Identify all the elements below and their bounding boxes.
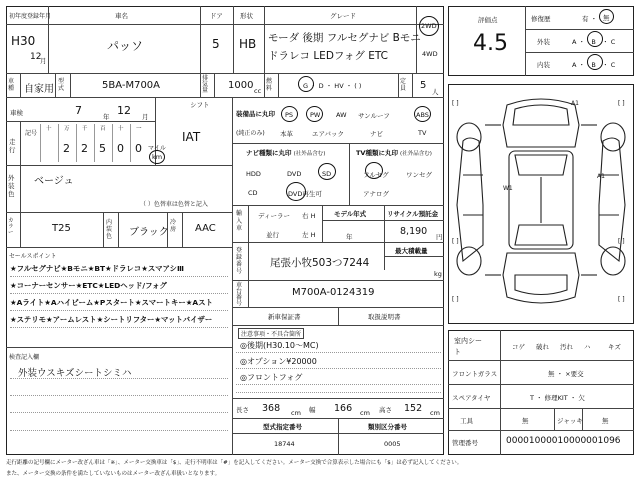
equipment-option: PS <box>285 111 294 119</box>
import-parallel: 並行 <box>266 231 279 239</box>
exterior-note: （ ）色替車は色替と記入 <box>140 201 208 208</box>
grade-label: グレード <box>330 12 356 20</box>
mileage-unit: 万 <box>64 126 70 132</box>
model-year-value: 年 <box>346 233 353 241</box>
height: 152 <box>404 403 423 414</box>
tools-label: 工具 <box>460 417 473 425</box>
mileage-digit: 0 <box>135 142 142 155</box>
mileage-unit: 千 <box>82 126 88 132</box>
recycle-value: 8,190 <box>400 226 428 237</box>
chassis-label: 車台番号 <box>236 282 243 307</box>
bracket-mr: [ ] <box>618 238 625 245</box>
model: 5BA-M700A <box>102 80 161 91</box>
interior-seat-label: 室内シート <box>454 337 482 356</box>
mileage-digit: 0 <box>117 142 124 155</box>
note-line: ◎フロントフォグ <box>240 373 303 382</box>
navi-option: SD <box>322 170 332 178</box>
length: 368 <box>262 403 281 414</box>
mileage-unit: 十 <box>118 126 124 132</box>
exterior-color: ベージュ <box>34 176 74 187</box>
ext-options: A ・ B ・ C <box>572 38 616 46</box>
displacement-label: 排気量 <box>202 75 209 94</box>
category: 自家用 <box>24 84 54 95</box>
equipment-option: PW <box>310 111 321 119</box>
shift: IAT <box>182 130 201 144</box>
repair-opt-yes: 有 ・ <box>582 15 598 23</box>
int-options: A ・ B ・ C <box>572 61 616 69</box>
inspection-year-unit: 年 <box>103 113 110 121</box>
control-value: 00001000010000001096 <box>506 436 621 446</box>
sales-point-line: ★Aライト★Aハイビーム★Pスタート★スマートキー★Aスト <box>10 298 213 307</box>
bracket-br: [ ] <box>618 296 625 303</box>
navi-option: DVD <box>287 170 302 178</box>
int-label: 内装 <box>537 61 550 69</box>
exterior-label: 外装色 <box>8 174 15 198</box>
first-reg-label: 初年度登録年月 <box>9 13 52 20</box>
inspection-month: 12 <box>117 104 131 117</box>
tv-option: ワンセグ <box>406 171 432 179</box>
mileage-note-label: 記号 <box>25 130 38 137</box>
mile-label: マイル <box>148 145 166 152</box>
inspector-label: 検査記入欄 <box>9 354 40 361</box>
capacity-label: 定員 <box>400 78 407 92</box>
drive-2wd: 2WD <box>421 22 437 30</box>
seat-option: ハ <box>584 343 591 351</box>
note-line: ◎後期(H30.10～MC) <box>240 341 319 350</box>
max-load-unit: kg <box>434 270 442 278</box>
model-label: 型式 <box>58 78 65 92</box>
first-reg-month: 12 <box>30 52 42 62</box>
import-right: 右 H <box>302 212 316 220</box>
month-suffix: 月 <box>40 57 47 65</box>
damage-a1-right: A1 <box>597 173 605 180</box>
damage-w1: W1 <box>503 185 513 192</box>
navi-option: HDD <box>246 170 261 178</box>
equipment-option: TV <box>418 129 427 137</box>
shape: HB <box>239 37 257 51</box>
navi-option: CD <box>248 189 258 197</box>
displacement: 1000 <box>228 80 254 91</box>
score: 4.5 <box>473 31 508 56</box>
recycle-unit: 円 <box>436 233 443 241</box>
sales-point-line: ★コーナーセンサー★ETC★LEDヘッド/フォグ <box>10 281 167 290</box>
height-label: 高さ <box>379 406 392 414</box>
inspection-month-unit: 月 <box>142 113 149 121</box>
divider <box>6 73 444 74</box>
notes-title: 注意事項・不具合箇所 <box>238 328 304 339</box>
equipment-subtitle: (純正のみ) <box>236 130 265 137</box>
category-no: 0005 <box>384 440 401 448</box>
car-name: パッソ <box>107 39 144 53</box>
equipment-option: 本革 <box>280 130 293 138</box>
mileage-unit: 十 <box>46 126 52 132</box>
damage-a1-top: A1 <box>571 100 579 107</box>
cc-unit: cc <box>254 87 262 95</box>
mileage-digit: 2 <box>63 142 70 155</box>
mileage-digit: 2 <box>81 142 88 155</box>
ac-label: 冷房 <box>170 219 177 233</box>
doors: 5 <box>212 37 220 51</box>
shape-label: 形状 <box>240 12 253 20</box>
fuel-options: G ・ D ・ HV ・ ( ) <box>303 82 362 90</box>
category-no-label: 類別区分番号 <box>368 423 407 431</box>
persons-unit: 人 <box>432 88 439 96</box>
car-name-label: 車名 <box>115 12 128 20</box>
model-year-label: モデル年式 <box>334 210 367 218</box>
sales-point-line: ★フルセグナビ★Bモニ★BT★ドラレコ★スマアシⅢ <box>10 264 184 273</box>
tv-option: フルセグ <box>363 171 389 179</box>
seat-option: コゲ <box>512 343 525 351</box>
equipment-pw-circle <box>306 106 323 122</box>
spare-tire-value: T ・ 修理KIT ・ 欠 <box>530 394 585 402</box>
grade-line1: モーダ 後期 フルセグナビ Bモニ <box>268 32 421 44</box>
sales-point-line: ★ステリモ★アームレスト★シートリフター★マットバイザー <box>10 315 213 324</box>
mileage-label: 走行 <box>9 138 16 154</box>
plate-value: 尾張小牧503つ7244 <box>270 257 370 269</box>
recycle-label: リサイクル預託金 <box>387 210 439 218</box>
max-load-label: 最大積載量 <box>395 247 428 255</box>
score-label: 評価点 <box>478 16 498 24</box>
width: 166 <box>334 403 353 414</box>
bracket-tl: [ ] <box>452 100 459 107</box>
divider <box>6 24 444 25</box>
bracket-bl: [ ] <box>452 296 459 303</box>
import-label: 輸入車 <box>236 210 243 232</box>
manual-label: 取扱説明書 <box>368 313 401 321</box>
ac: AAC <box>195 223 216 234</box>
repair-opt-no: 無 <box>603 14 610 22</box>
tv-option: アナログ <box>363 190 389 198</box>
jack-value: 無 <box>602 417 609 425</box>
ext-label: 外装 <box>537 38 550 46</box>
color-no: T25 <box>52 223 71 234</box>
height-unit: cm <box>430 409 440 417</box>
chassis-value: M700A-0124319 <box>292 287 375 298</box>
mileage-unit: 一 <box>136 126 142 132</box>
tv-fullseg-circle <box>365 162 383 179</box>
seat-option: キズ <box>608 343 621 351</box>
navi-dvd-circle <box>286 182 306 201</box>
navi-sd-circle <box>318 163 336 180</box>
color-no-label: カラー <box>8 218 14 236</box>
width-unit: cm <box>360 409 370 417</box>
width-label: 幅 <box>309 406 316 414</box>
km-label: km <box>152 153 163 161</box>
equipment-ps-circle <box>281 106 298 122</box>
equipment-abs-circle <box>414 106 431 122</box>
mileage-digit: 5 <box>99 142 106 155</box>
int-b-circle <box>587 54 603 70</box>
bracket-tr: [ ] <box>618 100 625 107</box>
drive-4wd: 4WD <box>422 50 438 58</box>
designation: 18744 <box>274 440 295 448</box>
inspection-label: 車検 <box>10 109 23 117</box>
tv-title: TV種類に丸印 (社外品含む) <box>356 149 432 157</box>
length-label: 長さ <box>236 406 249 414</box>
spare-tire-label: スペアタイヤ <box>452 394 491 402</box>
equipment-option: ナビ <box>370 130 383 138</box>
interior-color: ブラック <box>129 227 169 238</box>
mileage-unit: 百 <box>100 126 106 132</box>
grade-line2: ドラレコ LEDフォグ ETC <box>268 50 388 62</box>
fuel-label: 燃料 <box>266 78 273 92</box>
ext-b-circle <box>587 31 603 47</box>
navi-title: ナビ種類に丸印 (社外品含む) <box>246 149 326 157</box>
car-diagram <box>449 85 633 323</box>
import-dealer: ディーラー <box>258 212 290 220</box>
doors-label: ドア <box>210 12 223 20</box>
control-label: 管理番号 <box>452 439 478 447</box>
first-reg-era: H30 <box>11 34 36 48</box>
bracket-ml: [ ] <box>452 238 459 245</box>
sales-points-label: セールスポイント <box>9 253 57 260</box>
equipment-option: AW <box>336 111 347 119</box>
inspection-year: 7 <box>75 104 82 117</box>
length-unit: cm <box>291 409 301 417</box>
front-glass-value: 無 ・ ×要交 <box>548 370 584 378</box>
category-label: 車種 <box>8 78 15 92</box>
import-left: 左 H <box>302 231 316 239</box>
footer-line1: 走行距離の記号欄にメーター改ざん車は「※」、メーター交換車は「$」、走行不明車は「#」を記入してください。メーター交換で合算表示した場合にも「$」は必ず記入してください。 <box>6 460 463 466</box>
tools-value: 無 <box>522 417 529 425</box>
front-glass-label: フロントガラス <box>452 370 498 378</box>
shift-label: シフト <box>190 101 210 109</box>
equipment-option: サンルーフ <box>358 112 390 120</box>
designation-label: 型式指定番号 <box>263 423 302 431</box>
note-line: ◎オプション¥20000 <box>240 357 317 366</box>
warranty-label: 新車保証書 <box>268 313 301 321</box>
seat-option: 破れ <box>536 343 549 351</box>
inspector-text: 外装ウスキズシートシミハ <box>18 368 132 379</box>
equipment-title: 装備品に丸印 <box>236 110 275 118</box>
footer-line2: また、メーター交換の条件を満たしていないものはメーター改ざん車扱いとなります。 <box>6 471 221 477</box>
equipment-option: ABS <box>416 111 429 119</box>
seat-option: 汚れ <box>560 343 573 351</box>
capacity: 5 <box>420 80 427 91</box>
repair-label: 修復歴 <box>531 15 551 23</box>
equipment-option: エアバック <box>312 130 344 138</box>
navi-option: DVD再生可 <box>288 190 322 198</box>
plate-label: 登録番号 <box>236 247 243 275</box>
jack-label: ジャッキ <box>557 417 583 425</box>
interior-label: 内装色 <box>106 219 113 240</box>
